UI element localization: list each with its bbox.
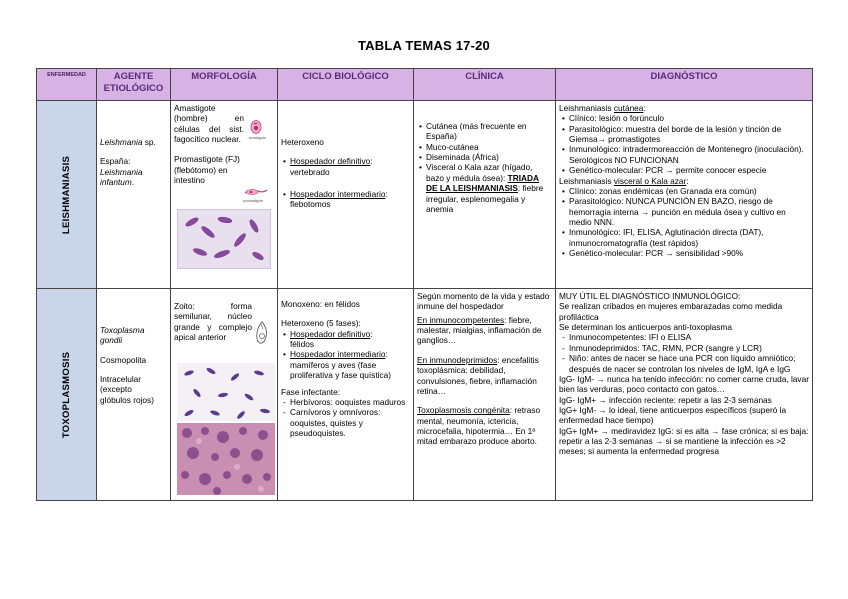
toxo-inmunocomp-text: : fiebre, malestar, mialgias, inflamación de ganglios…: [417, 314, 542, 346]
toxo-int-value: mamíferos y aves (fase proliferativa y fase quística): [290, 359, 391, 381]
zoito-icon: [255, 321, 269, 347]
disease-label-leishmaniasis: LEISHMANIASIS: [60, 155, 72, 234]
toxo-congenita-label: Toxoplasmosis congénita: [417, 405, 510, 416]
toxoplasma-micrograph-tachyzoites: [177, 363, 275, 421]
disease-cell-toxoplasmosis: [37, 289, 97, 501]
ciclo-cell-toxoplasmosis: [278, 289, 414, 501]
toxoplasma-micrograph-tissue: [177, 423, 275, 495]
leish-def-item: [290, 156, 410, 177]
toxo-inmunodep-label: En inmunodeprimidos: [417, 354, 498, 365]
leish-visc-post: :: [686, 175, 689, 186]
leish-heteroxeno: Heteroxeno: [281, 137, 324, 147]
toxo-diag-line-1: IgG- IgM+ → infección reciente: repetir a las 2-3 semanas: [559, 394, 772, 405]
agente-cell-toxoplasmosis: [97, 289, 171, 501]
toxo-species: Toxoplasma gondii: [100, 325, 145, 346]
toxo-cosmopolita: Cosmopolita: [100, 354, 147, 365]
leish-cut-item-1: • Parasitológico: muestra del borde de la lesión y tinción de Giemsa→ promastigotes: [569, 124, 809, 145]
clinica-cell-leishmaniasis: [414, 101, 556, 289]
morfologia-cell-leishmaniasis: [171, 101, 278, 289]
toxo-int-colon: :: [385, 349, 388, 360]
leish-cut-item-3: • Genético-molecular: PCR → permite conocer especie: [569, 165, 809, 175]
ciclo-cell-leishmaniasis: [278, 101, 414, 289]
leish-visceral-pre: Visceral o Kala azar (hígado, bazo y médula ósea):: [426, 162, 533, 183]
header-row: [37, 69, 813, 101]
toxo-inmunodep-text: : encefalitis toxoplásmica: debilidad, convulsiones, fiebre, inflamación retina…: [417, 354, 539, 396]
toxo-diag-item-0: - Inmunocompetentes: IFI o ELISA: [569, 332, 809, 342]
leish-cut-post: :: [643, 103, 646, 113]
leish-espana-species: Leishmania infantum: [100, 166, 143, 188]
header-morfologia: MORFOLOGÍA: [171, 69, 278, 101]
disease-cell-leishmaniasis: [37, 101, 97, 289]
toxo-inmunocomp-label: En inmunocompetentes: [417, 314, 505, 325]
header-agente: AGENTE ETIOLÓGICO: [97, 69, 171, 101]
summary-table: [36, 68, 813, 501]
toxo-congenita-text: : retraso mental, neumonía, ictericia, microcefalia, hipotermia… En 1ª mitad embarazo produce aborto.: [417, 405, 541, 447]
leish-visceral-triad: TRIADA DE LA LEISHMANIASIS: [426, 172, 539, 194]
leish-espana-dot: .: [131, 177, 135, 188]
toxo-def-value: félidos: [290, 339, 314, 350]
toxo-diag-item-2: - Niño: antes de nacer se hace una PCR con líquido amniótico; después de nacer se controlan los niveles de IgM, IgA e IgG: [569, 353, 809, 374]
leish-visceral-post: : fiebre irregular, esplenomegalia y anemia: [426, 183, 544, 214]
toxo-intracelular: Intracelular (excepto glóbulos rojos): [100, 374, 154, 405]
leish-espana-label: España:: [100, 156, 131, 167]
page-title: TABLA TEMAS 17-20: [358, 38, 490, 53]
leish-visc-item-3: • Genético-molecular: PCR → sensibilidad >90%: [569, 248, 809, 258]
leish-int-colon: :: [385, 189, 388, 200]
promastigote-caption: promastigote: [243, 199, 264, 204]
toxo-diag-line-2: IgG+ IgM- → lo ideal, tiene anticuerpos específicos (superó la enfermedad hace tiempo): [559, 404, 787, 426]
leish-species: Leishmania: [100, 137, 143, 147]
agente-cell-leishmaniasis: [97, 101, 171, 289]
diagnostico-cell-toxoplasmosis: [556, 289, 813, 501]
toxo-fase: Fase infectante:: [281, 386, 341, 397]
leish-promastigote-text: Promastigote (FJ) (flebótomo) en intestino: [174, 154, 240, 186]
leish-visc-pre: Leishmaniasis: [559, 175, 614, 186]
disease-label-toxoplasmosis: TOXOPLASMOSIS: [60, 351, 72, 438]
header-diagnostico: DIAGNÓSTICO: [556, 69, 813, 101]
leishmania-micrograph: [177, 209, 271, 269]
toxo-diag-line-0: IgG- IgM- → nunca ha tenido infección: no comer carne cruda, lavar bien las verduras, poco contacto con gatos…: [559, 373, 809, 395]
toxo-heteroxeno: Heteroxeno (5 fases):: [281, 318, 361, 329]
leish-int-item: [290, 189, 410, 210]
row-leishmaniasis: [37, 101, 813, 289]
leish-clin-item-0: • Cutánea (más frecuente en España): [426, 121, 552, 142]
leish-clin-visceral: [426, 162, 552, 214]
leish-visc-item-2: • Inmunológico: IFI, ELISA, Aglutinación directa (DAT), inmunocromatografía (test rápidos): [569, 227, 809, 248]
amastigote-caption: amastigote: [249, 136, 267, 141]
leish-visc-item-0: • Clínico: zonas endémicas (en Granada era común): [569, 186, 809, 196]
toxo-clin-intro: Según momento de la vida y estado inmune del hospedador: [417, 291, 550, 312]
leish-cut-pre: Leishmaniasis: [559, 103, 614, 113]
leish-visc-item-1: • Parasitológico: NUNCA PUNCIÓN EN BAZO, riesgo de hemorragia interna → punción en médula ósea y cultivo en medio NNN.: [569, 196, 809, 227]
leish-amastigote-text: Amastigote (hombre) en células del sist. fagocítico nuclear.: [174, 103, 244, 145]
leish-clin-item-2: • Diseminada (África): [426, 152, 552, 162]
leish-cut-item-2: • Inmunológico: intradermoreacción de Montenegro (inoculación). Serológicos NO FUNCIONAN: [569, 144, 809, 165]
leish-species-suffix: sp.: [142, 137, 156, 147]
toxo-monoxeno: Monoxeno: en félidos: [281, 299, 360, 309]
toxo-fase-item-0: - Herbívoros: ooquistes maduros: [290, 397, 410, 407]
leish-int-value: flebotomos: [290, 199, 331, 210]
leish-cut-u: cutánea: [613, 103, 644, 113]
toxo-def-colon: :: [370, 328, 373, 339]
toxo-zoito-text: Zoito: forma semilunar, núcleo grande y complejo apical anterior: [174, 301, 252, 343]
row-toxoplasmosis: [37, 289, 813, 501]
leish-def-value: vertebrado: [290, 166, 330, 177]
toxo-diag-item-1: - Inmunodeprimidos: TAC, RMN, PCR (sangre y LCR): [569, 343, 809, 353]
leish-def-label: Hospedador definitivo: [290, 156, 371, 167]
leish-int-label: Hospedador intermediario: [290, 189, 386, 200]
toxo-muy-util: MUY ÚTIL EL DIAGNÓSTICO INMUNOLÓGICO:: [559, 291, 741, 301]
leish-def-colon: :: [370, 156, 373, 167]
header-ciclo: CICLO BIOLÓGICO: [278, 69, 414, 101]
promastigote-icon: [243, 187, 273, 204]
leish-clin-item-1: • Muco-cutánea: [426, 142, 552, 152]
toxo-cribados: Se realizan cribados en mujeres embarazadas como medida profiláctica: [559, 301, 783, 322]
amastigote-icon: [249, 119, 271, 141]
toxo-fase-item-1: - Carnívoros y omnívoros: ooquistes, quistes y pseudoquistes.: [290, 407, 410, 438]
diagnostico-cell-leishmaniasis: [556, 101, 813, 289]
toxo-int-item: [290, 349, 410, 380]
toxo-diag-line-3: IgG+ IgM+ → mediravidez IgG: si es alta → fase crónica; si es baja: repetir a las 2-3 semanas → si se mantiene la infección es >2 meses; si aumenta la enfermedad progresa: [559, 425, 809, 457]
toxo-def-item: [290, 329, 410, 350]
leish-visc-u: visceral o Kala azar: [613, 175, 687, 186]
leish-cut-item-0: • Clínico: lesión o forúnculo: [569, 113, 809, 123]
clinica-cell-toxoplasmosis: [414, 289, 556, 501]
toxo-def-label: Hospedador definitivo: [290, 328, 371, 339]
morfologia-cell-toxoplasmosis: [171, 289, 278, 501]
header-enfermedad: ENFERMEDAD: [37, 69, 97, 101]
toxo-int-label: Hospedador intermediario: [290, 349, 386, 360]
toxo-anticuerpos: Se determinan los anticuerpos anti-toxoplasma: [559, 322, 732, 333]
header-clinica: CLÍNICA: [414, 69, 556, 101]
